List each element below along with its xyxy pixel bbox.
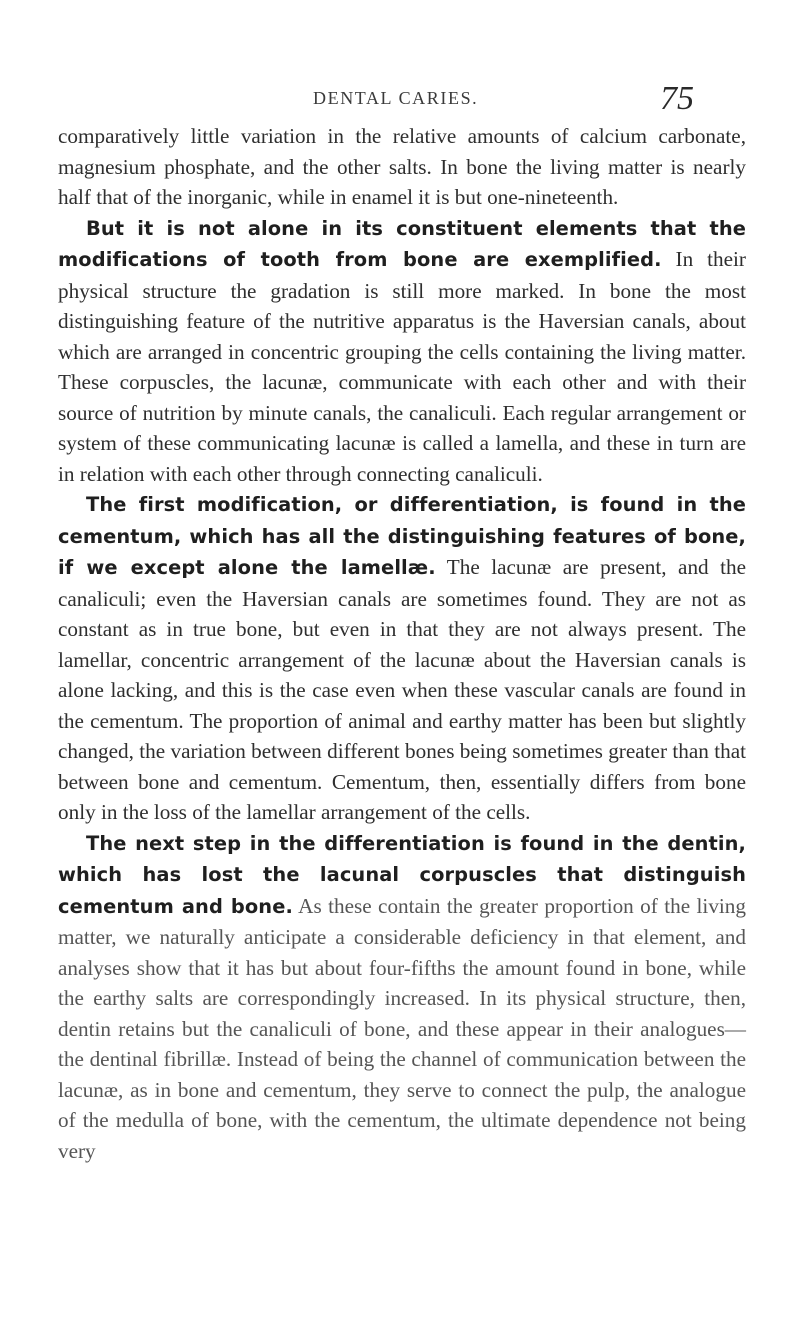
paragraph-2-lead: But it is not alone in its constituent elements that the modifications of tooth from bone are exemplified. bbox=[58, 216, 746, 271]
running-title: DENTAL CARIES. bbox=[313, 88, 479, 108]
paragraph-2-text: In their physical structure the gradation is still more marked. In bone the most distinguishing feature of the nutritive apparatus is the Haversian canals, about which are arranged in concentric grouping the cells containing the living matter. These corpuscles, the lacunæ, communicate with each other and with their source of nutrition by minute canals, the canaliculi. Each regular arrangement or system of these communicating lacunæ is called a lamella, and these in turn are in relation with each other through connecting canaliculi. bbox=[58, 247, 746, 486]
paragraph-4 bbox=[58, 828, 746, 1167]
paragraph-3-lead: The first modification, or differentiation, is found in the cementum, which has all the distinguishing features of bone, if we except alone the lamellæ. bbox=[58, 493, 746, 579]
paragraph-3-text: The lacunæ are present, and the canaliculi; even the Haversian canals are sometimes found. They are not as constant as in true bone, but even in that they are not always present. The lamellar, concentric arrangement of the lacunæ about the Haversian canals is alone lacking, and this is the case even when these vascular canals are found in the cementum. The proportion of animal and earthy matter has been but slightly changed, the variation between different bones being sometimes greater than that between bone and cementum. Cementum, then, essentially differs from bone only in the loss of the lamellar arrangement of the cells. bbox=[58, 555, 746, 824]
paragraph-1: comparatively little variation in the relative amounts of calcium carbonate, magnesium phosphate, and the other salts. In bone the living matter is nearly half that of the inorganic, while in enamel it is but one-nineteenth. bbox=[58, 124, 746, 209]
running-head bbox=[0, 80, 801, 120]
paragraph-3 bbox=[58, 489, 746, 828]
paragraph-4-lead: The next step in the differentiation is found in the dentin, which has lost the lacunal corpuscles that distinguish cementum and bone. bbox=[58, 831, 746, 918]
body-text bbox=[58, 121, 746, 1166]
paragraph-2 bbox=[58, 213, 746, 490]
page-number: 75 bbox=[660, 80, 694, 117]
paragraph-4-text: As these contain the greater proportion of the living matter, we naturally anticipate a considerable deficiency in that element, and analyses show that it has but about four-fifths the amount found in bone, while the earthy salts are correspondingly increased. In its physical structure, then, dentin retains but the canaliculi of bone, and these appear in their analogues—the dentinal fibrillæ. Instead of being the channel of communication between the lacunæ, as in bone and cementum, they serve to connect the pulp, the analogue of the medulla of bone, with the cementum, the ultimate dependence not being very bbox=[58, 893, 746, 1163]
